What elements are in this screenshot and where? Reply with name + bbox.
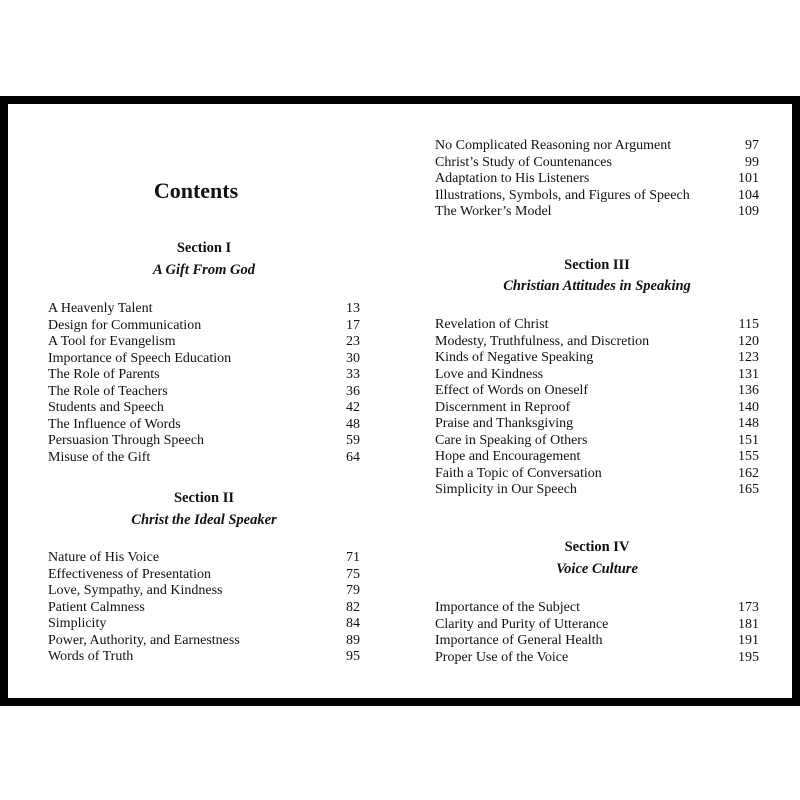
toc-entry-title: Misuse of the Gift	[48, 449, 151, 465]
toc-entry-page: 36	[346, 383, 360, 399]
toc-entry-page: 173	[738, 600, 759, 615]
toc-entry-page: 64	[346, 449, 360, 465]
toc-entry	[48, 616, 360, 633]
toc-entry-page: 148	[738, 416, 759, 431]
toc-entry-page: 82	[346, 599, 360, 615]
toc-entry-page: 115	[738, 317, 759, 332]
toc-entry-title: Importance of General Health	[435, 633, 603, 648]
toc-entry	[435, 367, 759, 384]
toc-entry	[48, 583, 360, 600]
toc-entry	[435, 350, 759, 367]
toc-entry-title: Illustrations, Symbols, and Figures of Speech	[435, 187, 690, 203]
section-3-entries	[435, 317, 759, 499]
toc-entry-page: 75	[346, 566, 360, 582]
toc-entry	[48, 649, 360, 666]
toc-entry-page: 140	[738, 399, 759, 415]
toc-entry-title: Modesty, Truthfulness, and Discretion	[435, 333, 650, 349]
section-4-entries	[435, 600, 759, 666]
toc-entry	[435, 433, 759, 450]
toc-entry	[435, 617, 759, 634]
toc-entry-page: 191	[738, 633, 759, 648]
toc-entry-title: Words of Truth	[48, 649, 134, 664]
toc-entry	[435, 155, 759, 172]
toc-entry-title: The Role of Teachers	[48, 383, 168, 399]
toc-entry-title: Faith a Topic of Conversation	[435, 465, 602, 481]
toc-entry-title: Simplicity in Our Speech	[435, 482, 577, 497]
toc-entry-page: 131	[738, 366, 759, 382]
toc-entry-title: The Role of Parents	[48, 367, 160, 382]
section-subtitle: Christian Attitudes in Speaking	[503, 278, 691, 294]
toc-entry-page: 162	[738, 465, 759, 481]
toc-entry-title: Care in Speaking of Others	[435, 432, 588, 448]
toc-entry-page: 30	[346, 350, 360, 366]
toc-entry-page: 13	[346, 301, 360, 316]
toc-entry-page: 59	[346, 433, 360, 448]
toc-entry	[48, 633, 360, 650]
toc-entry-title: Love and Kindness	[435, 366, 544, 382]
toc-entry-page: 42	[346, 400, 360, 415]
toc-entry-page: 195	[738, 649, 759, 665]
toc-entry-title: Patient Calmness	[48, 599, 145, 615]
toc-entry	[435, 334, 759, 351]
section-heading: Section III	[564, 257, 630, 273]
toc-entry	[48, 334, 360, 351]
toc-entry-page: 17	[346, 317, 360, 333]
toc-entry	[48, 550, 360, 567]
toc-entry-title: Effect of Words on Oneself	[435, 383, 589, 398]
toc-entry	[48, 567, 360, 584]
toc-entry-page: 136	[738, 383, 759, 398]
contents-page	[8, 104, 792, 698]
toc-entry-title: No Complicated Reasoning nor Argument	[435, 138, 672, 153]
toc-entry-title: Nature of His Voice	[48, 550, 160, 565]
toc-entry-title: The Influence of Words	[48, 416, 181, 432]
toc-entry	[48, 450, 360, 467]
toc-entry-page: 120	[738, 333, 759, 349]
toc-entry-title: Clarity and Purity of Utterance	[435, 616, 609, 632]
section-1-entries	[48, 301, 360, 466]
toc-entry	[435, 317, 759, 334]
toc-entry	[435, 600, 759, 617]
toc-entry-title: Discernment in Reproof	[435, 399, 571, 415]
toc-entry-title: Persuasion Through Speech	[48, 433, 205, 448]
section-subtitle: Christ the Ideal Speaker	[131, 512, 277, 528]
toc-entry	[435, 400, 759, 417]
toc-entry-title: Proper Use of the Voice	[435, 649, 569, 665]
toc-entry	[435, 416, 759, 433]
toc-entry-title: Power, Authority, and Earnestness	[48, 632, 240, 648]
toc-entry-page: 104	[738, 187, 759, 203]
section-subtitle: Voice Culture	[556, 561, 638, 577]
toc-entry-page: 181	[738, 616, 759, 632]
toc-entry	[48, 433, 360, 450]
toc-entry-title: A Heavenly Talent	[48, 301, 153, 316]
toc-entry-page: 151	[738, 432, 759, 448]
toc-entry-page: 97	[745, 138, 759, 153]
toc-entry-title: Simplicity	[48, 616, 107, 631]
toc-entry-page: 48	[346, 416, 360, 432]
toc-entry-page: 71	[346, 550, 360, 565]
section-heading: Section IV	[564, 539, 630, 555]
toc-entry-title: Students and Speech	[48, 400, 164, 415]
toc-entry	[435, 383, 759, 400]
toc-entry	[48, 384, 360, 401]
toc-entry	[48, 301, 360, 318]
toc-entry-page: 101	[738, 171, 759, 186]
toc-entry-title: Revelation of Christ	[435, 317, 549, 332]
toc-entry-title: Importance of Speech Education	[48, 350, 232, 366]
toc-entry-title: Design for Communication	[48, 317, 202, 333]
continued-entries	[435, 138, 759, 221]
toc-entry	[435, 482, 759, 499]
toc-entry-title: Love, Sympathy, and Kindness	[48, 583, 223, 598]
toc-entry	[435, 449, 759, 466]
toc-entry-title: Effectiveness of Presentation	[48, 566, 212, 582]
toc-entry-title: Hope and Encouragement	[435, 449, 581, 464]
toc-entry-page: 95	[346, 649, 360, 664]
toc-entry-page: 123	[738, 350, 759, 365]
section-2-entries	[48, 550, 360, 666]
toc-entry-page: 155	[738, 449, 759, 464]
toc-entry	[48, 400, 360, 417]
section-subtitle: A Gift From God	[153, 262, 255, 278]
toc-entry-title: Praise and Thanksgiving	[435, 416, 574, 431]
toc-entry	[48, 351, 360, 368]
toc-entry	[48, 367, 360, 384]
toc-entry	[435, 650, 759, 667]
toc-entry	[435, 171, 759, 188]
toc-entry-title: Importance of the Subject	[435, 600, 581, 615]
toc-entry-page: 165	[738, 482, 759, 497]
toc-entry-page: 109	[738, 204, 759, 219]
toc-entry-title: The Worker’s Model	[435, 204, 552, 219]
page-title: Contents	[153, 178, 239, 203]
toc-entry-page: 79	[346, 583, 360, 598]
toc-entry	[48, 318, 360, 335]
toc-entry-page: 23	[346, 334, 360, 349]
toc-entry	[435, 188, 759, 205]
toc-entry-page: 84	[346, 616, 360, 631]
toc-entry	[435, 633, 759, 650]
toc-entry	[435, 466, 759, 483]
toc-entry-title: Adaptation to His Listeners	[435, 171, 590, 186]
toc-entry-page: 89	[346, 632, 360, 648]
toc-entry-page: 33	[346, 367, 360, 382]
toc-entry-title: Kinds of Negative Speaking	[435, 350, 594, 365]
toc-entry	[48, 417, 360, 434]
toc-entry	[435, 204, 759, 221]
toc-entry	[435, 138, 759, 155]
toc-entry-title: Christ’s Study of Countenances	[435, 154, 612, 170]
section-heading: Section I	[176, 240, 232, 256]
toc-entry-title: A Tool for Evangelism	[48, 334, 176, 349]
section-heading: Section II	[173, 490, 235, 506]
toc-entry	[48, 600, 360, 617]
toc-entry-page: 99	[745, 154, 759, 170]
